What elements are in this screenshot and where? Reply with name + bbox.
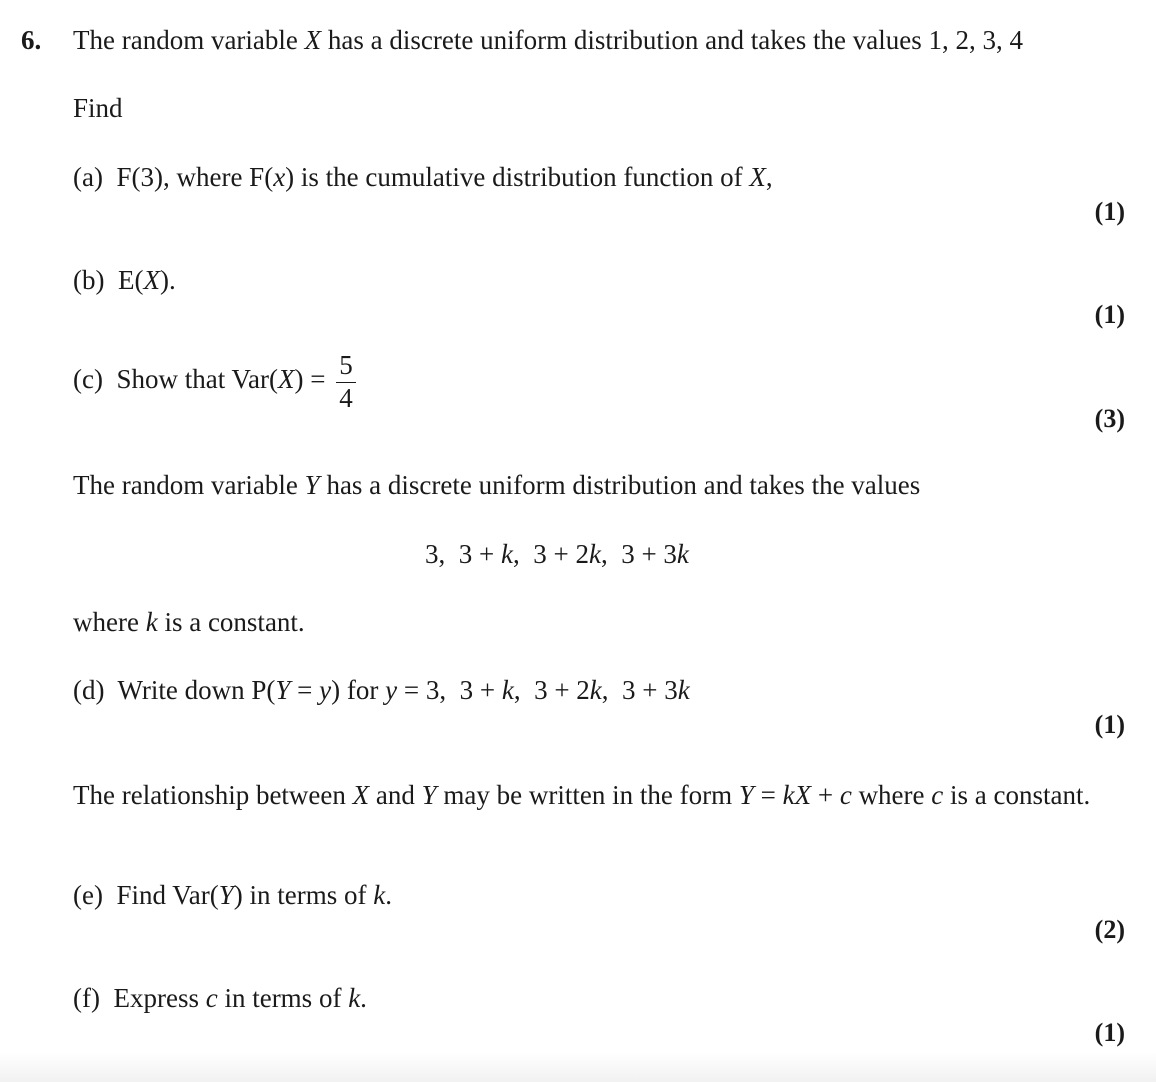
part-e-text: (e) Find Var(Y) in terms of k.	[73, 880, 392, 910]
part-f-label: (f)	[73, 983, 100, 1013]
find-label: Find	[73, 93, 123, 123]
question-number	[21, 24, 41, 58]
part-f-mark: (1)	[1094, 1018, 1125, 1047]
part-b-mark: (1)	[1094, 300, 1125, 329]
part-c-mark: (3)	[1094, 404, 1125, 433]
k-constant-note: where k is a constant.	[73, 607, 305, 637]
part-c-text: (c) Show that Var(X) = $\frac{5}{4}$	[73, 352, 356, 412]
part-a-mark: (1)	[1094, 197, 1125, 226]
fraction-numerator: 5	[336, 352, 356, 383]
part-d-mark: (1)	[1094, 710, 1125, 739]
question-number-text: 6.	[21, 25, 42, 55]
part-e-label: (e)	[73, 880, 103, 910]
part-d-text: (d) Write down P(Y = y) for y = 3, 3 + k, 3 + 2k, 3 + 3k	[73, 675, 690, 705]
part-e-mark: (2)	[1094, 915, 1125, 944]
y-intro: The random variable Y has a discrete uniform distribution and takes the values	[73, 470, 921, 500]
fraction-five-quarters	[336, 352, 356, 412]
relationship-text: The relationship between X and Y may be written in the form Y = kX + c where c is a constant.	[73, 780, 1091, 810]
fraction-denominator: 4	[339, 383, 353, 413]
part-b-label: (b)	[73, 265, 105, 295]
y-values: 3, 3 + k, 3 + 2k, 3 + 3k	[425, 539, 689, 569]
part-f-text: (f) Express c in terms of k.	[73, 983, 367, 1013]
part-a-text: (a) F(3), where F(x) is the cumulative distribution function of X,	[73, 162, 773, 192]
part-a-label: (a)	[73, 162, 103, 192]
part-d-label: (d)	[73, 675, 105, 705]
part-c-label: (c)	[73, 364, 103, 395]
part-b-text: (b) E(X).	[73, 265, 176, 295]
question-intro: The random variable X has a discrete uniform distribution and takes the values 1, 2, 3, 4	[73, 25, 1023, 55]
